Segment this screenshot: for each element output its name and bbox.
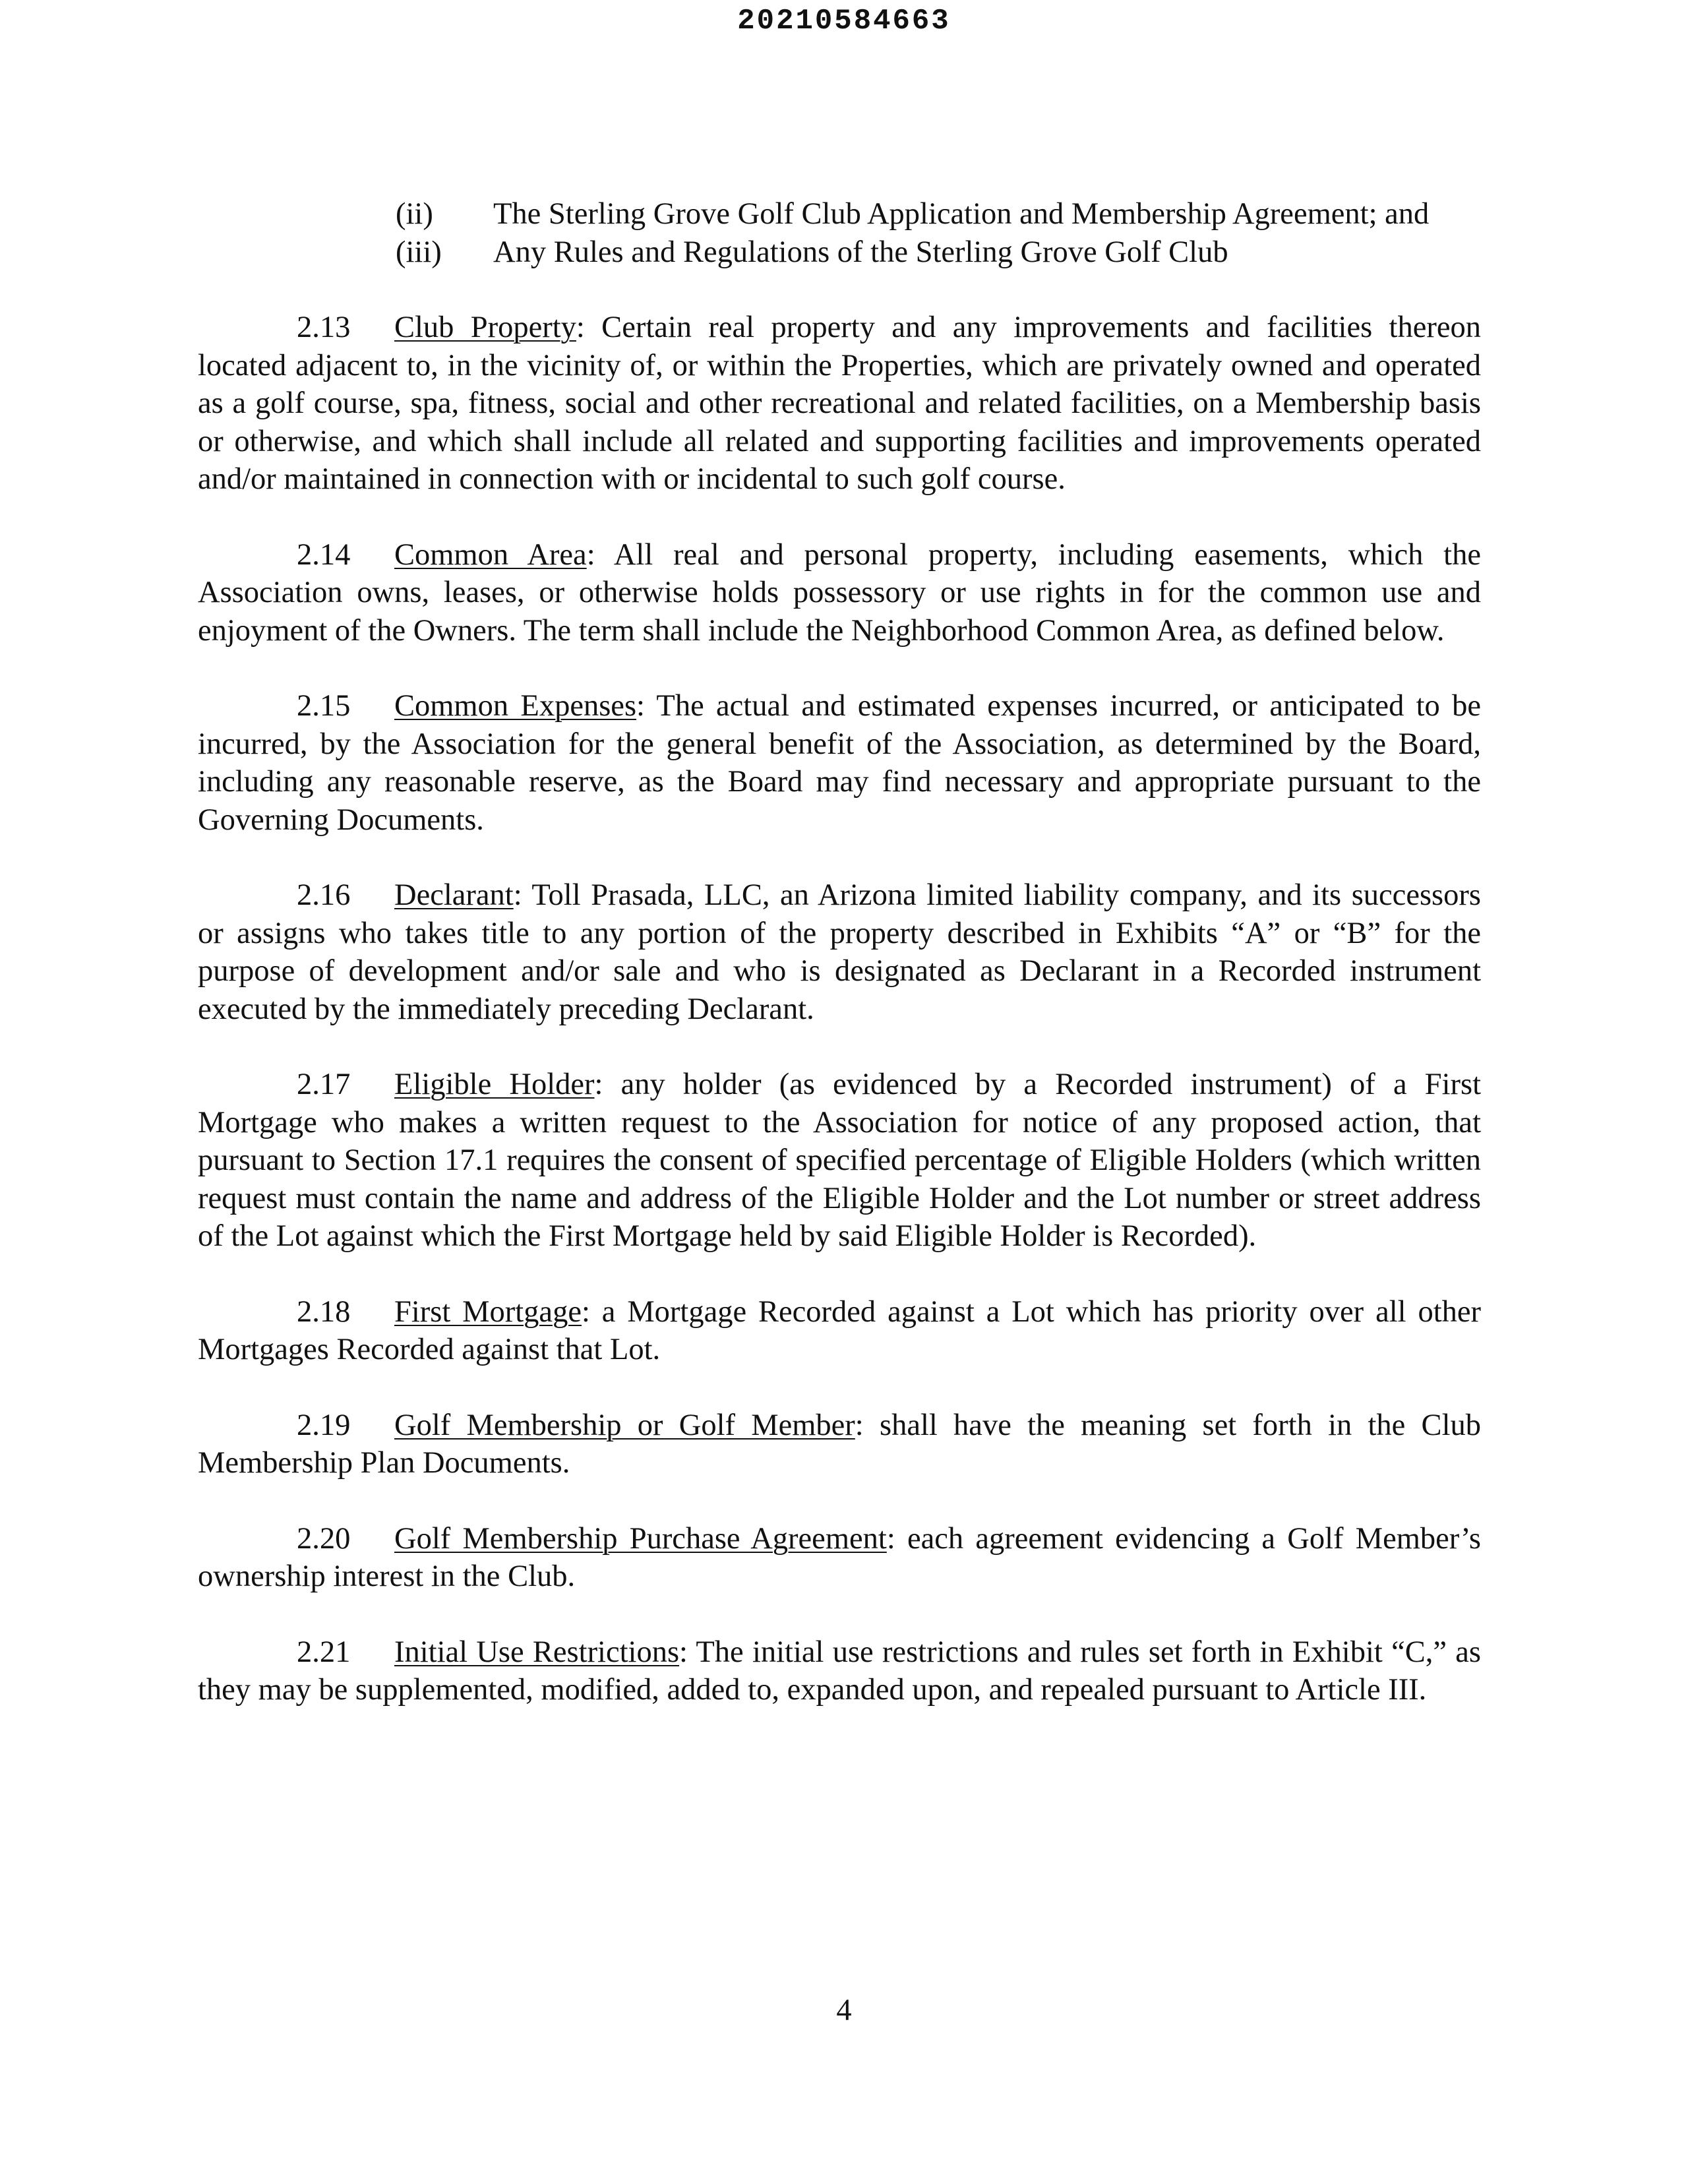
- list-item-text: Any Rules and Regulations of the Sterling Grove Golf Club: [493, 235, 1228, 269]
- section-number: 2.20: [297, 1521, 351, 1556]
- definition-text: : each agreement evidencing a Golf Member’s ownership interest in the Club.: [198, 1521, 1481, 1593]
- section-number: 2.13: [297, 311, 351, 344]
- defined-term: Golf Membership or Golf Member: [394, 1408, 855, 1442]
- definition-text: : a Mortgage Recorded against a Lot which has priority over all other Mortgages Recorded against that Lot.: [198, 1294, 1481, 1366]
- defined-term: Common Expenses: [394, 689, 637, 723]
- defined-term: First Mortgage: [394, 1294, 582, 1329]
- section-number: 2.19: [297, 1408, 351, 1442]
- section-number: 2.15: [297, 689, 351, 723]
- list-item-ii: [396, 195, 1481, 233]
- list-item-iii: [396, 233, 1481, 272]
- section-2-20: [198, 1520, 1481, 1596]
- defined-term: Golf Membership Purchase Agreement: [394, 1521, 887, 1556]
- section-number: 2.16: [297, 878, 351, 912]
- section-2-15: [198, 687, 1481, 839]
- document-number: 20210584663: [737, 5, 951, 38]
- list-item-number: (iii): [396, 235, 442, 269]
- defined-term: Club Property: [394, 311, 576, 344]
- definition-text: : Certain real property and any improvements and facilities thereon located adjacent to, in the vicinity of, or within the Properties, which are privately owned and operated as a golf course, spa, fitness, social and other recreational and related facilities, on a Membership basis or otherwise, and which shall include all related and supporting facilities and improvements operated and/or maintained in connection with or incidental to such golf course.: [198, 311, 1481, 496]
- section-number: 2.21: [297, 1635, 351, 1669]
- definition-text: : The actual and estimated expenses incurred, or anticipated to be incurred, by the Association for the general benefit of the Association, as determined by the Board, including any reasonable reserve, as the Board may find necessary and appropriate pursuant to the Governing Documents.: [198, 689, 1481, 837]
- list-item-text: The Sterling Grove Golf Club Application and Membership Agreement; and: [493, 197, 1430, 231]
- list-item-number: (ii): [396, 197, 433, 231]
- section-2-21: [198, 1633, 1481, 1709]
- section-2-19: [198, 1407, 1481, 1482]
- defined-term: Declarant: [394, 878, 514, 912]
- definition-text: : The initial use restrictions and rules set forth in Exhibit “C,” as they may be supplemented, modified, added to, expanded upon, and repealed pursuant to Article III.: [198, 1635, 1481, 1707]
- definition-text: : Toll Prasada, LLC, an Arizona limited liability company, and its successors or assigns who takes title to any portion of the property described in Exhibits “A” or “B” for the purpose of development and/or sale and who is designated as Declarant in a Recorded instrument executed by the immediately preceding Declarant.: [198, 878, 1481, 1026]
- section-number: 2.18: [297, 1294, 351, 1329]
- defined-term: Eligible Holder: [394, 1068, 595, 1101]
- section-2-14: [198, 536, 1481, 650]
- defined-term: Common Area: [394, 537, 587, 572]
- section-2-13: [198, 309, 1481, 499]
- section-2-18: [198, 1293, 1481, 1369]
- definition-text: : All real and personal property, including easements, which the Association owns, leases, or otherwise holds possessory or use rights in for the common use and enjoyment of the Owners. The term shall include the Neighborhood Common Area, as defined below.: [198, 537, 1481, 648]
- section-2-17: [198, 1066, 1481, 1256]
- page-number: 4: [836, 1993, 852, 2027]
- section-number: 2.14: [297, 537, 351, 572]
- section-number: 2.17: [297, 1068, 351, 1101]
- definition-text: : shall have the meaning set forth in the Club Membership Plan Documents.: [198, 1408, 1481, 1480]
- page-body: [198, 195, 1481, 1709]
- definition-text: : any holder (as evidenced by a Recorded instrument) of a First Mortgage who makes a written request to the Association for notice of any proposed action, that pursuant to Section 17.1 requires the consent of specified percentage of Eligible Holders (which written request must contain the name and address of the Eligible Holder and the Lot number or street address of the Lot against which the First Mortgage held by said Eligible Holder is Recorded).: [198, 1068, 1482, 1253]
- defined-term: Initial Use Restrictions: [394, 1635, 680, 1669]
- section-2-16: [198, 876, 1481, 1028]
